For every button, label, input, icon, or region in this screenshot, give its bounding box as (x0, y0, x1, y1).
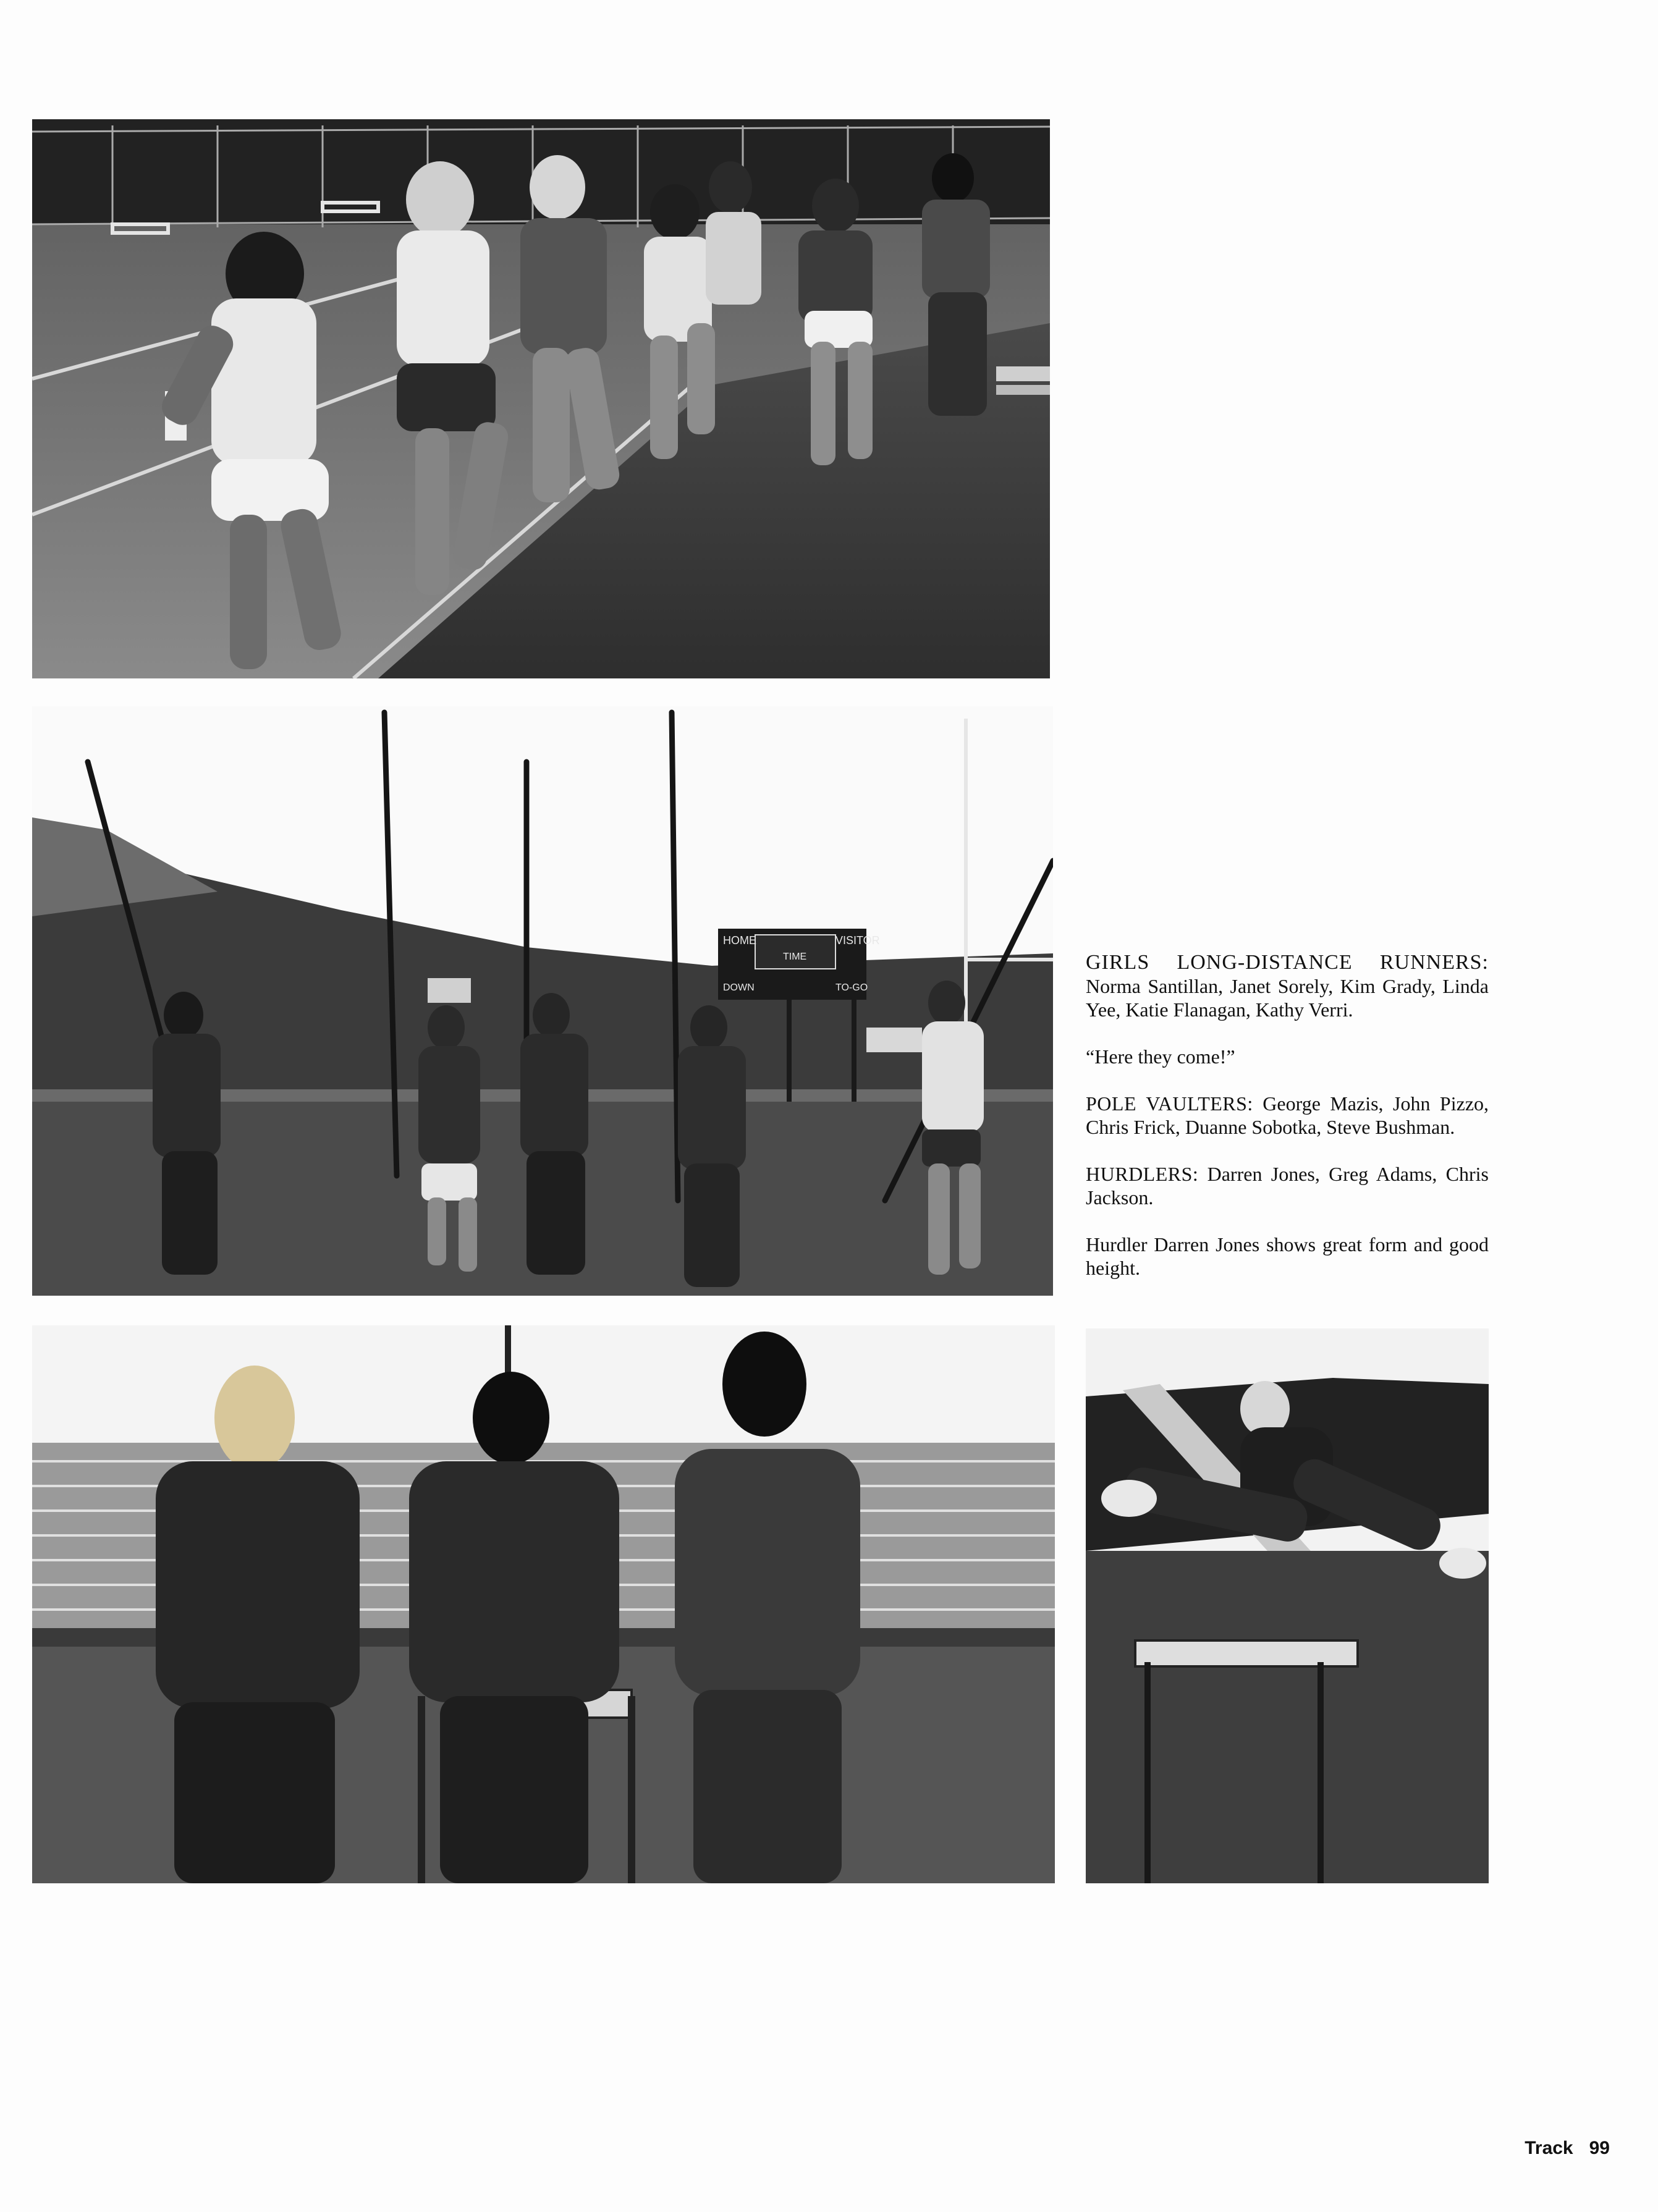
caption-vaulters (1086, 1092, 1489, 1139)
caption-runners-names: Norma Santillan, Janet Sorely, Kim Grady, Linda Yee, Katie Flanagan, Kathy Verri. (1086, 975, 1489, 1021)
vaulters-photo-graphic (32, 706, 1053, 1296)
scoreboard-togo-label: TO-GO (835, 982, 868, 993)
caption-runners-title: GIRLS LONG-DISTANCE RUNNERS: (1086, 951, 1489, 974)
caption-jump: Hurdler Darren Jones shows great form and good height. (1086, 1233, 1489, 1279)
caption-runners-quote: “Here they come!” (1086, 1045, 1235, 1068)
photo-pole-vaulters (32, 706, 1053, 1296)
hurdlers-photo-graphic (32, 1325, 1055, 1883)
caption-runners (1086, 950, 1489, 1021)
caption-hurdlers-title: HURDLERS: (1086, 1163, 1199, 1185)
caption-hurdlers (1086, 1162, 1489, 1209)
caption-vaulters-names: George Mazis, John Pizzo, Chris Frick, Duanne Sobotka, Steve Bushman. (1086, 1092, 1489, 1138)
caption-block (1086, 950, 1489, 1303)
folio-page-number: 99 (1589, 2138, 1610, 2158)
caption-hurdlers-names: Darren Jones, Greg Adams, Chris Jackson. (1086, 1163, 1489, 1209)
page-folio (1525, 2138, 1610, 2159)
scoreboard-time-label: TIME (783, 952, 807, 962)
photo-girls-runners (32, 119, 1050, 678)
photo-hurdlers (32, 1325, 1055, 1883)
jump-photo-graphic (1086, 1328, 1489, 1883)
runners-photo-graphic (32, 119, 1050, 678)
photo-hurdle-jump (1086, 1328, 1489, 1883)
scoreboard-home-label: HOME (723, 934, 756, 947)
caption-vaulters-title: POLE VAULTERS: (1086, 1092, 1253, 1115)
folio-section: Track (1525, 2138, 1573, 2158)
scoreboard-visitor-label: VISITOR (835, 934, 880, 947)
scoreboard-down-label: DOWN (723, 982, 755, 993)
